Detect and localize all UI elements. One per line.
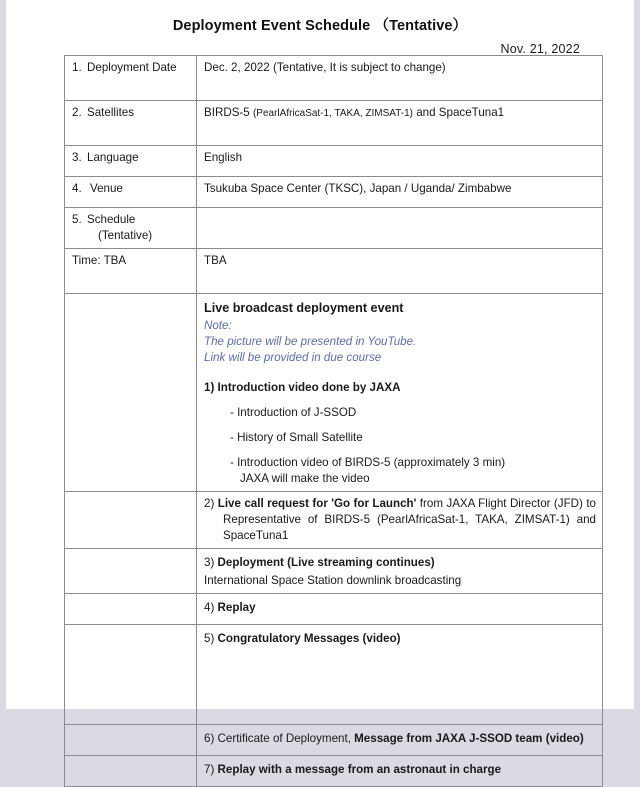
item-5-heading-text: Congratulatory Messages (video) [217, 631, 401, 645]
item-2-bold: Live call request for 'Go for Launch' [217, 496, 417, 510]
item-1-heading-text: Introduction video done by JAXA [217, 380, 401, 394]
item-1-bullet-3: - Introduction video of BIRDS-5 (approximately 3 min) [230, 455, 506, 469]
broadcast-cell-item-7 [197, 755, 603, 786]
row-number: 1. [72, 61, 82, 74]
row-number: 2. [72, 106, 82, 119]
table-row-broadcast-item-1 [65, 293, 603, 491]
item-3-heading-text: Deployment (Live streaming continues) [217, 555, 435, 569]
satellites-paren: (PearlAfricaSat-1, TAKA, ZIMSAT-1) [252, 108, 414, 119]
table-row-deployment-date [65, 56, 603, 101]
item-2-rest: from JAXA Flight Director (JFD) to Representative of BIRDS-5 (PearlAfricaSat-1, TAKA, ZIMSAT-1) and SpaceTuna1 [223, 496, 596, 542]
item-1-heading [204, 380, 596, 396]
item-7-heading-text: Replay with a message from an astronaut in charge [217, 762, 502, 776]
row-label-text: Language [87, 151, 139, 164]
row-number: 4. [72, 182, 82, 195]
table-row-broadcast-item-3 [65, 548, 603, 593]
row-label-venue [65, 177, 197, 208]
broadcast-heading: Live broadcast deployment event [204, 300, 404, 315]
item-4-marker: 4) [204, 600, 215, 614]
item-3-detail: International Space Station downlink broadcasting [204, 573, 462, 587]
item-6-bold: Message from JAXA J-SSOD team (video) [354, 731, 584, 745]
item-6-text [204, 731, 596, 747]
broadcast-cell-item-5 [197, 624, 603, 724]
broadcast-cell-item-2 [197, 491, 603, 548]
empty-label-cell [65, 491, 197, 548]
table-row-schedule [65, 208, 603, 249]
item-6-marker: 6) [204, 731, 215, 745]
item-2-marker: 2) [204, 496, 215, 510]
row-label-text: Venue [90, 182, 123, 195]
row-value-satellites [197, 101, 603, 146]
table-row-satellites [65, 101, 603, 146]
item-2-text [204, 496, 596, 544]
row-value-venue: Tsukuba Space Center (TKSC), Japan / Uganda/ Zimbabwe [197, 177, 603, 208]
item-1-bullet-1: - Introduction of J-SSOD [230, 405, 357, 419]
item-7-marker: 7) [204, 762, 215, 776]
table-row-broadcast-item-7 [65, 755, 603, 786]
note-line-2: Link will be provided in due course [204, 350, 382, 364]
item-6-plain: Certificate of Deployment, [214, 731, 355, 745]
row-value-language: English [197, 146, 603, 177]
empty-label-cell [65, 293, 197, 491]
broadcast-cell-item-4 [197, 593, 603, 624]
empty-label-cell [65, 593, 197, 624]
row-number: 3. [72, 151, 82, 164]
table-row-venue [65, 177, 603, 208]
item-5-heading [204, 631, 596, 647]
row-label-schedule-second-line: (Tentative) [98, 228, 153, 242]
table-row-language [65, 146, 603, 177]
item-1-marker: 1) [204, 380, 215, 394]
row-number: 5. [72, 213, 82, 226]
table-row-broadcast-item-2 [65, 491, 603, 548]
row-label-satellites [65, 101, 197, 146]
document-date: Nov. 21, 2022 [500, 42, 580, 56]
satellites-suffix: and SpaceTuna1 [413, 106, 505, 119]
page-title: Deployment Event Schedule （Tentative） [172, 18, 468, 34]
empty-label-cell [65, 724, 197, 755]
item-7-heading [204, 762, 596, 778]
empty-label-cell [65, 624, 197, 724]
row-label-text: Schedule [87, 213, 136, 226]
item-5-marker: 5) [204, 631, 215, 645]
satellites-prefix: BIRDS-5 [204, 106, 253, 119]
row-value-time: TBA [197, 248, 603, 293]
table-row-broadcast-item-4 [65, 593, 603, 624]
row-value-deployment-date: Dec. 2, 2022 (Tentative, It is subject to change) [197, 56, 603, 101]
row-label-text: Deployment Date [87, 61, 177, 74]
row-label-schedule [65, 208, 197, 249]
table-row-time [65, 248, 603, 293]
row-label-deployment-date [65, 56, 197, 101]
row-label-language [65, 146, 197, 177]
broadcast-cell-item-1 [197, 293, 603, 491]
table-row-broadcast-item-6 [65, 724, 603, 755]
row-value-schedule [197, 208, 603, 249]
row-label-text: Time: TBA [72, 253, 127, 267]
item-1-bullet-2: - History of Small Satellite [230, 430, 363, 444]
item-4-heading [204, 600, 596, 616]
table-row-broadcast-item-5 [65, 624, 603, 724]
row-label-text: Satellites [87, 106, 135, 119]
note-label: Note: [204, 319, 232, 333]
empty-label-cell [65, 548, 197, 593]
document-page [6, 0, 634, 776]
note-line-1: The picture will be presented in YouTube. [204, 335, 417, 349]
empty-label-cell [65, 755, 197, 786]
item-4-heading-text: Replay [217, 600, 256, 614]
broadcast-cell-item-3 [197, 548, 603, 593]
schedule-table [64, 55, 603, 787]
item-1-bullet-3-continuation: JAXA will make the video [240, 471, 370, 485]
item-3-heading [204, 555, 596, 571]
item-3-marker: 3) [204, 555, 215, 569]
row-label-time [65, 248, 197, 293]
broadcast-cell-item-6 [197, 724, 603, 755]
